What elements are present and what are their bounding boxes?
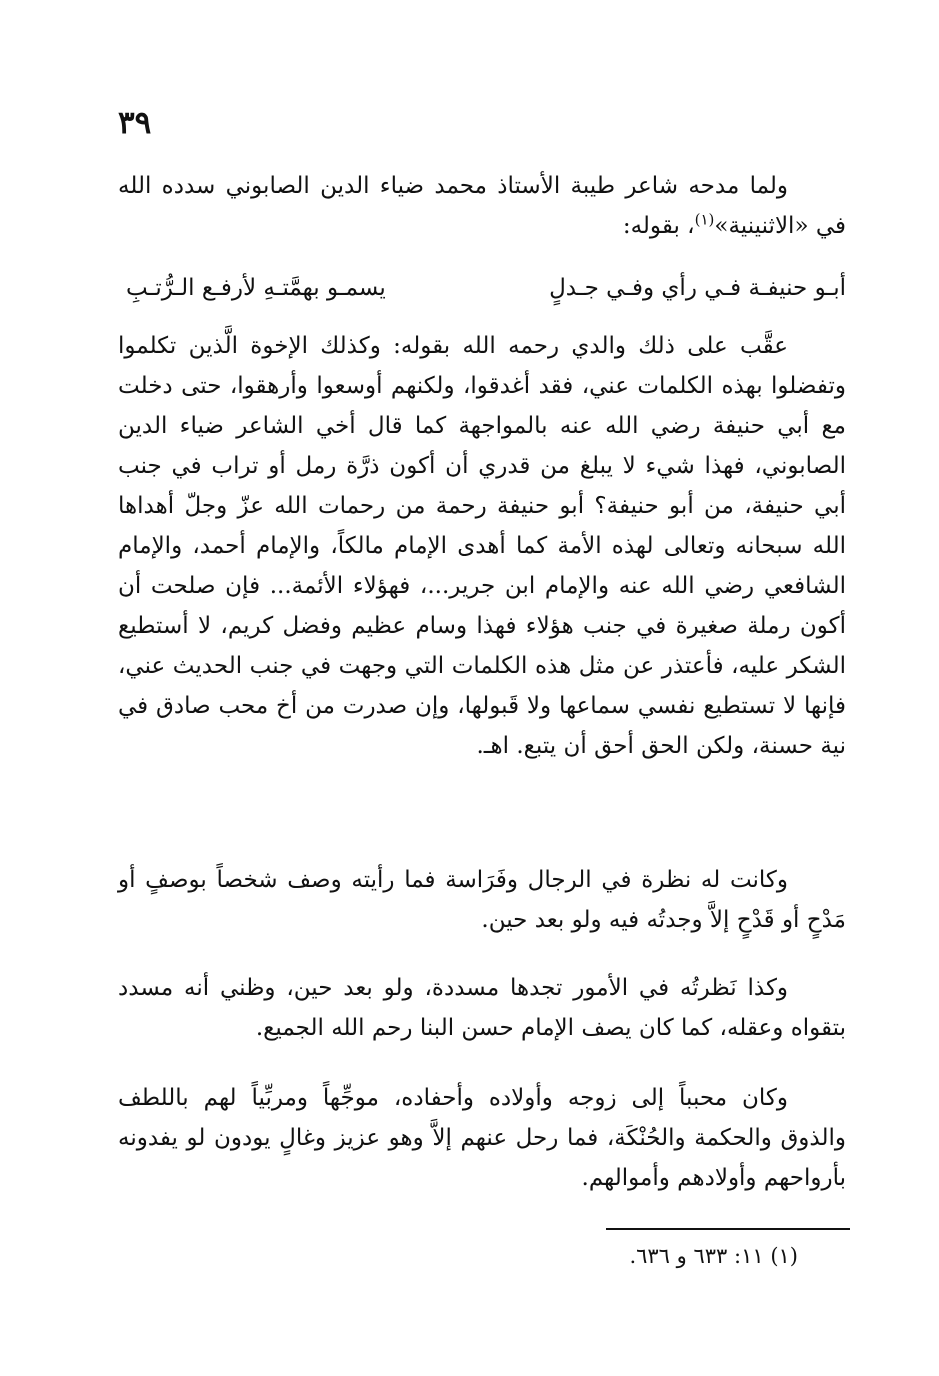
poem-second-hemistich: يسمـو بهمَّتـهِ لأرفـع الـرُّتـبِ [126,275,386,301]
intro-paragraph [118,166,846,246]
paragraph-family: وكان محبباً إلى زوجه وأولاده وأحفاده، موجِّهاً ومربِّياً لهم باللطف والذوق والحكمة والحُنْكَة، فما رحل عنهم إلاَّ وهو عزيز وغالٍ يودون لو يفدونه بأرواحهم وأولادهم وأموالهم. [118,1085,846,1191]
footnote-reference: (١) [694,210,715,229]
footnote-separator [606,1228,850,1230]
page-number: ٣٩ [118,105,152,141]
intro-text: ولما مدحه شاعر طيبة الأستاذ محمد ضياء الدين الصابوني سدده الله في «الاثنينية» [118,173,846,239]
paragraph-reply: عقَّب على ذلك والدي رحمه الله بقوله: وكذلك الإخوة الَّذين تكلموا وتفضلوا بهذه الكلمات عني، فقد أغدقوا، ولكنهم أوسعوا وأرهقوا، حتى دخلت مع أبي حنيفة رضي الله عنه بالمواجهة كما قال أخي الشاعر ضياء الدين الصابوني، فهذا شيء لا يبلغ من قدري أن أكون ذرَّة رمل أو تراب في جنب أبي حنيفة، من أبو حنيفة؟ أبو حنيفة رحمة من رحمات الله عزّ وجلّ أهداها الله سبحانه وتعالى لهذه الأمة كما أهدى الإمام مالكاً، والإمام أحمد، والإمام الشافعي رضي الله عنه والإمام ابن جرير...، فهؤلاء الأئمة... فإن صلحت أن أكون رملة صغيرة في جنب هؤلاء فهذا وسام عظيم وفضل كريم، لا أستطيع الشكر عليه، فأعتذر عن مثل هذه الكلمات التي وجهت في جنب الحديث عني، فإنها لا تستطيع نفسي سماعها ولا قَبولها، وإن صدرت من أخ محب صادق في نية حسنة، ولكن الحق أحق أن يتبع. اهـ. [118,333,846,759]
paragraph-insight: وكانت له نظرة في الرجال وفَرَاسة فما رأيته وصف شخصاً بوصفٍ أو مَدْحٍ أو قَدْحٍ إلاَّ وجدتُه فيه ولو بعد حين. [118,867,846,933]
poem-first-hemistich: أبـو حنيفـة فـي رأي وفـي جـدلٍ [549,275,846,301]
poem-verse [118,270,846,306]
intro-text-after: ، بقوله: [622,213,695,239]
paragraph-judgment: وكذا نَظرتُه في الأمور تجدها مسددة، ولو بعد حين، وظني أنه مسدد بتقواه وعقله، كما كان يصف الإمام حسن البنا رحم الله الجميع. [118,975,846,1041]
footnote: (١) ١١: ٦٣٣ و ٦٣٦. [629,1244,798,1268]
